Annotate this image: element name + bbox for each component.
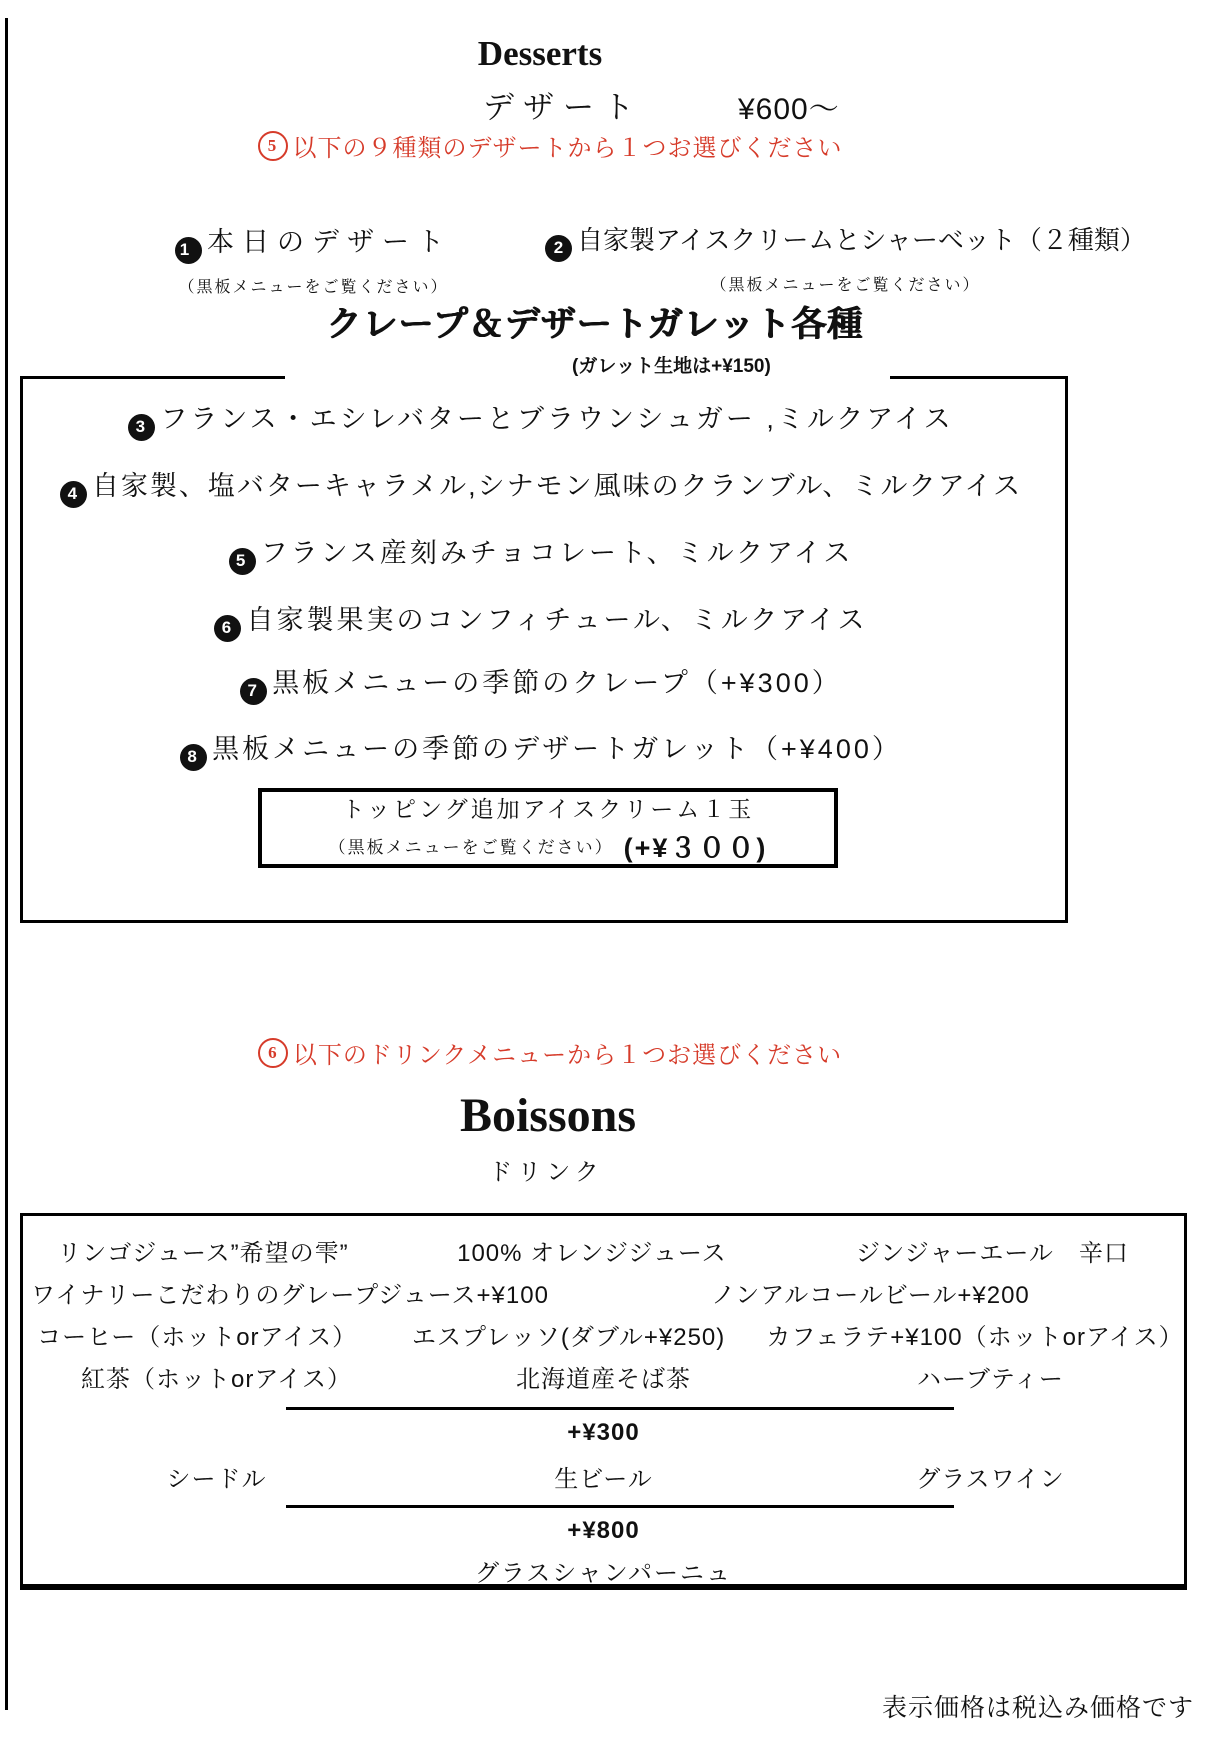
drinks-title-ja: ドリンク: [488, 1159, 604, 1186]
desserts-title-en: Desserts: [477, 34, 603, 73]
dessert-item-3-name: フランス・エシレバターとブラウンシュガー ,ミルクアイス: [160, 404, 954, 434]
dessert-item-7-name: 黒板メニューの季節のクレープ（+¥300）: [272, 668, 842, 698]
dessert-item-2: [545, 220, 1146, 295]
drink-item: 北海道産そば茶: [516, 1366, 691, 1393]
drink-item: シードル: [166, 1466, 267, 1493]
topping-price: (+¥３００): [623, 833, 768, 863]
dessert-item-4-name: 自家製、塩バターキャラメル,シナモン風味のクランブル、ミルクアイス: [91, 471, 1023, 501]
dessert-item-8-name: 黒板メニューの季節のデザートガレット（+¥400）: [212, 734, 902, 764]
dessert-item-7: [20, 661, 1062, 705]
drink-item: コーヒー（ホットorアイス）: [37, 1324, 358, 1351]
dessert-item-5-name: フランス産刻みチョコレート、ミルクアイス: [260, 538, 854, 568]
desserts-price: ¥600〜: [738, 93, 840, 126]
champagne-item: グラスシャンパーニュ: [474, 1560, 733, 1587]
dessert-item-2-note: （黒板メニューをご覧ください）: [710, 276, 981, 294]
circled-5-icon: 5: [258, 131, 288, 161]
item-7-number-badge: 7: [240, 678, 267, 705]
item-3-number-badge: 3: [128, 414, 155, 441]
desserts-title-ja: デザート: [483, 90, 643, 125]
dessert-item-2-name: 自家製アイスクリームとシャーベット（２種類）: [577, 225, 1146, 255]
dessert-item-5: [20, 531, 1062, 575]
drink-row-3: [23, 1317, 1184, 1352]
divider-line-2: [286, 1505, 954, 1508]
drink-item: ハーブティー: [917, 1366, 1064, 1393]
dessert-item-4: [20, 464, 1062, 508]
instruction-5: [0, 128, 1100, 163]
dessert-item-3: [20, 397, 1062, 441]
dessert-item-8: [20, 727, 1062, 771]
instruction-6-text: 以下のドリンクメニューから１つお選びください: [292, 1043, 843, 1069]
drink-row-2: [23, 1275, 1184, 1310]
item-6-number-badge: 6: [214, 615, 241, 642]
drink-item: エスプレッソ(ダブル+¥250): [412, 1324, 726, 1351]
drinks-box: [20, 1213, 1187, 1590]
topping-title: トッピング追加アイスクリーム１玉: [341, 796, 755, 822]
drink-row-4: [23, 1359, 1184, 1394]
beer-upcharge: +¥300: [567, 1419, 640, 1446]
drink-item: 紅茶（ホットorアイス）: [81, 1366, 352, 1393]
instruction-5-text: 以下の９種類のデザートから１つお選びください: [292, 136, 843, 162]
champagne-upcharge: +¥800: [567, 1517, 640, 1544]
dessert-item-1: [175, 220, 452, 297]
crepe-section-subtitle: (ガレット生地は+¥150): [572, 356, 771, 377]
drinks-title-en: Boissons: [459, 1089, 637, 1142]
circled-6-icon: 6: [258, 1038, 288, 1068]
drink-row-5: [23, 1459, 1184, 1494]
dessert-item-1-note: （黒板メニューをご覧ください）: [178, 278, 449, 296]
drink-item: グラスワイン: [916, 1466, 1065, 1493]
dessert-item-1-name: 本日のデザート: [207, 227, 452, 257]
drink-item: ワイナリーこだわりのグレープジュース+¥100: [31, 1282, 549, 1309]
divider-line-1: [286, 1407, 954, 1410]
drink-item: ノンアルコールビール+¥200: [711, 1282, 1030, 1309]
item-4-number-badge: 4: [60, 481, 87, 508]
item-8-number-badge: 8: [180, 744, 207, 771]
dessert-item-6: [20, 598, 1062, 642]
drink-item: ジンジャーエール 辛口: [856, 1240, 1129, 1267]
crepe-section-title: クレープ＆デザートガレット各種: [326, 305, 864, 344]
drink-item: カフェラテ+¥100（ホットorアイス）: [766, 1324, 1184, 1351]
tax-note: 表示価格は税込み価格です: [881, 1694, 1194, 1722]
drink-item: 生ビール: [554, 1466, 653, 1493]
instruction-6: [0, 1035, 1100, 1070]
item-2-number-badge: 2: [545, 235, 572, 262]
item-1-number-badge: 1: [175, 237, 202, 264]
page-edge-line: [5, 18, 8, 1710]
item-5-number-badge: 5: [229, 548, 256, 575]
dessert-item-6-name: 自家製果実のコンフィチュール、ミルクアイス: [246, 605, 868, 635]
drink-row-1: [23, 1233, 1184, 1268]
topping-box: [258, 788, 838, 868]
topping-note: （黒板メニューをご覧ください）: [328, 838, 614, 857]
drink-item: リンゴジュース”希望の雫”: [57, 1240, 349, 1267]
drink-item: 100% オレンジジュース: [457, 1240, 727, 1267]
